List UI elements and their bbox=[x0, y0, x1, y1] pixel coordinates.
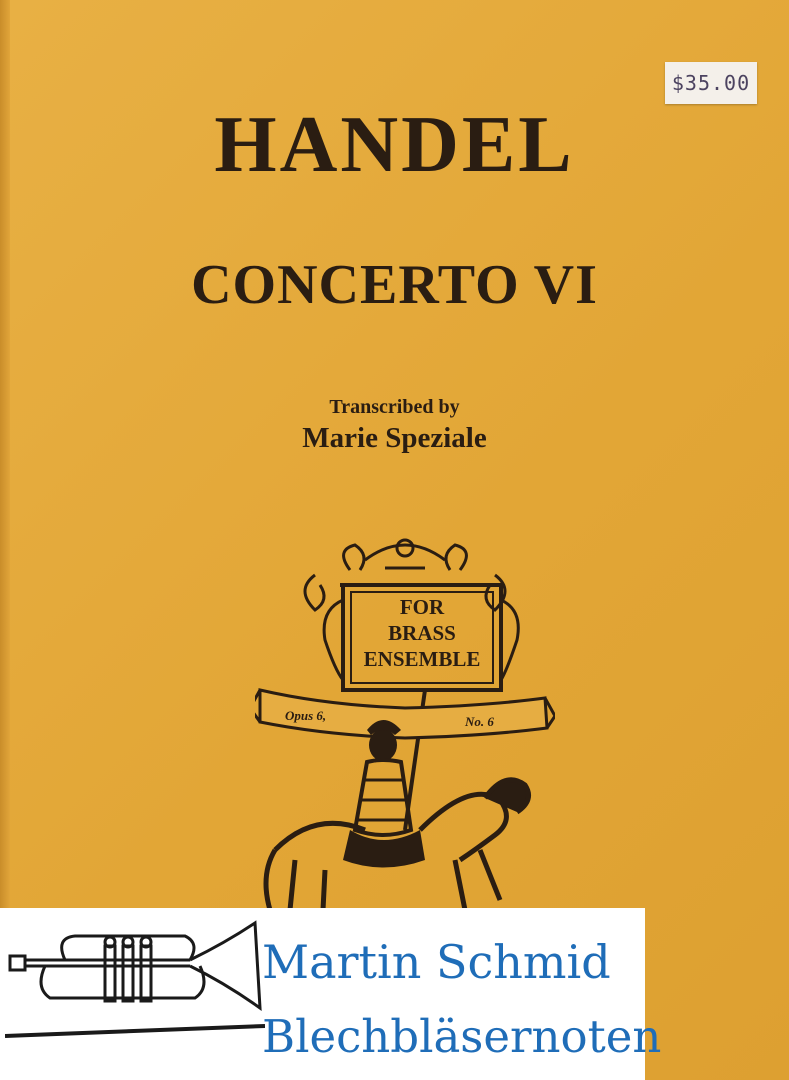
banner-number: No. 6 bbox=[465, 714, 494, 729]
herald-rider-illustration bbox=[255, 530, 555, 910]
price-sticker bbox=[665, 62, 757, 104]
ribbon-banner bbox=[255, 690, 555, 738]
price-label: $35.00 bbox=[671, 71, 751, 95]
dealer-name: Martin Schmid bbox=[262, 935, 611, 989]
sign-line-brass: BRASS bbox=[388, 621, 456, 645]
dealer-watermark bbox=[0, 908, 662, 1080]
sign-line-ensemble: ENSEMBLE bbox=[363, 647, 481, 671]
composer-name: HANDEL bbox=[214, 101, 575, 189]
sign-board bbox=[343, 585, 501, 690]
rider-figure bbox=[343, 720, 425, 868]
work-title: CONCERTO VI bbox=[191, 254, 598, 316]
arranger-name: Marie Speziale bbox=[302, 422, 487, 454]
dealer-subtitle: Blechbläsernoten bbox=[262, 1010, 662, 1063]
transcribed-by-label: Transcribed by bbox=[329, 396, 460, 418]
sign-line-for: FOR bbox=[399, 595, 445, 619]
banner-opus: Opus 6, bbox=[285, 708, 327, 723]
trumpet-icon bbox=[5, 918, 265, 1043]
